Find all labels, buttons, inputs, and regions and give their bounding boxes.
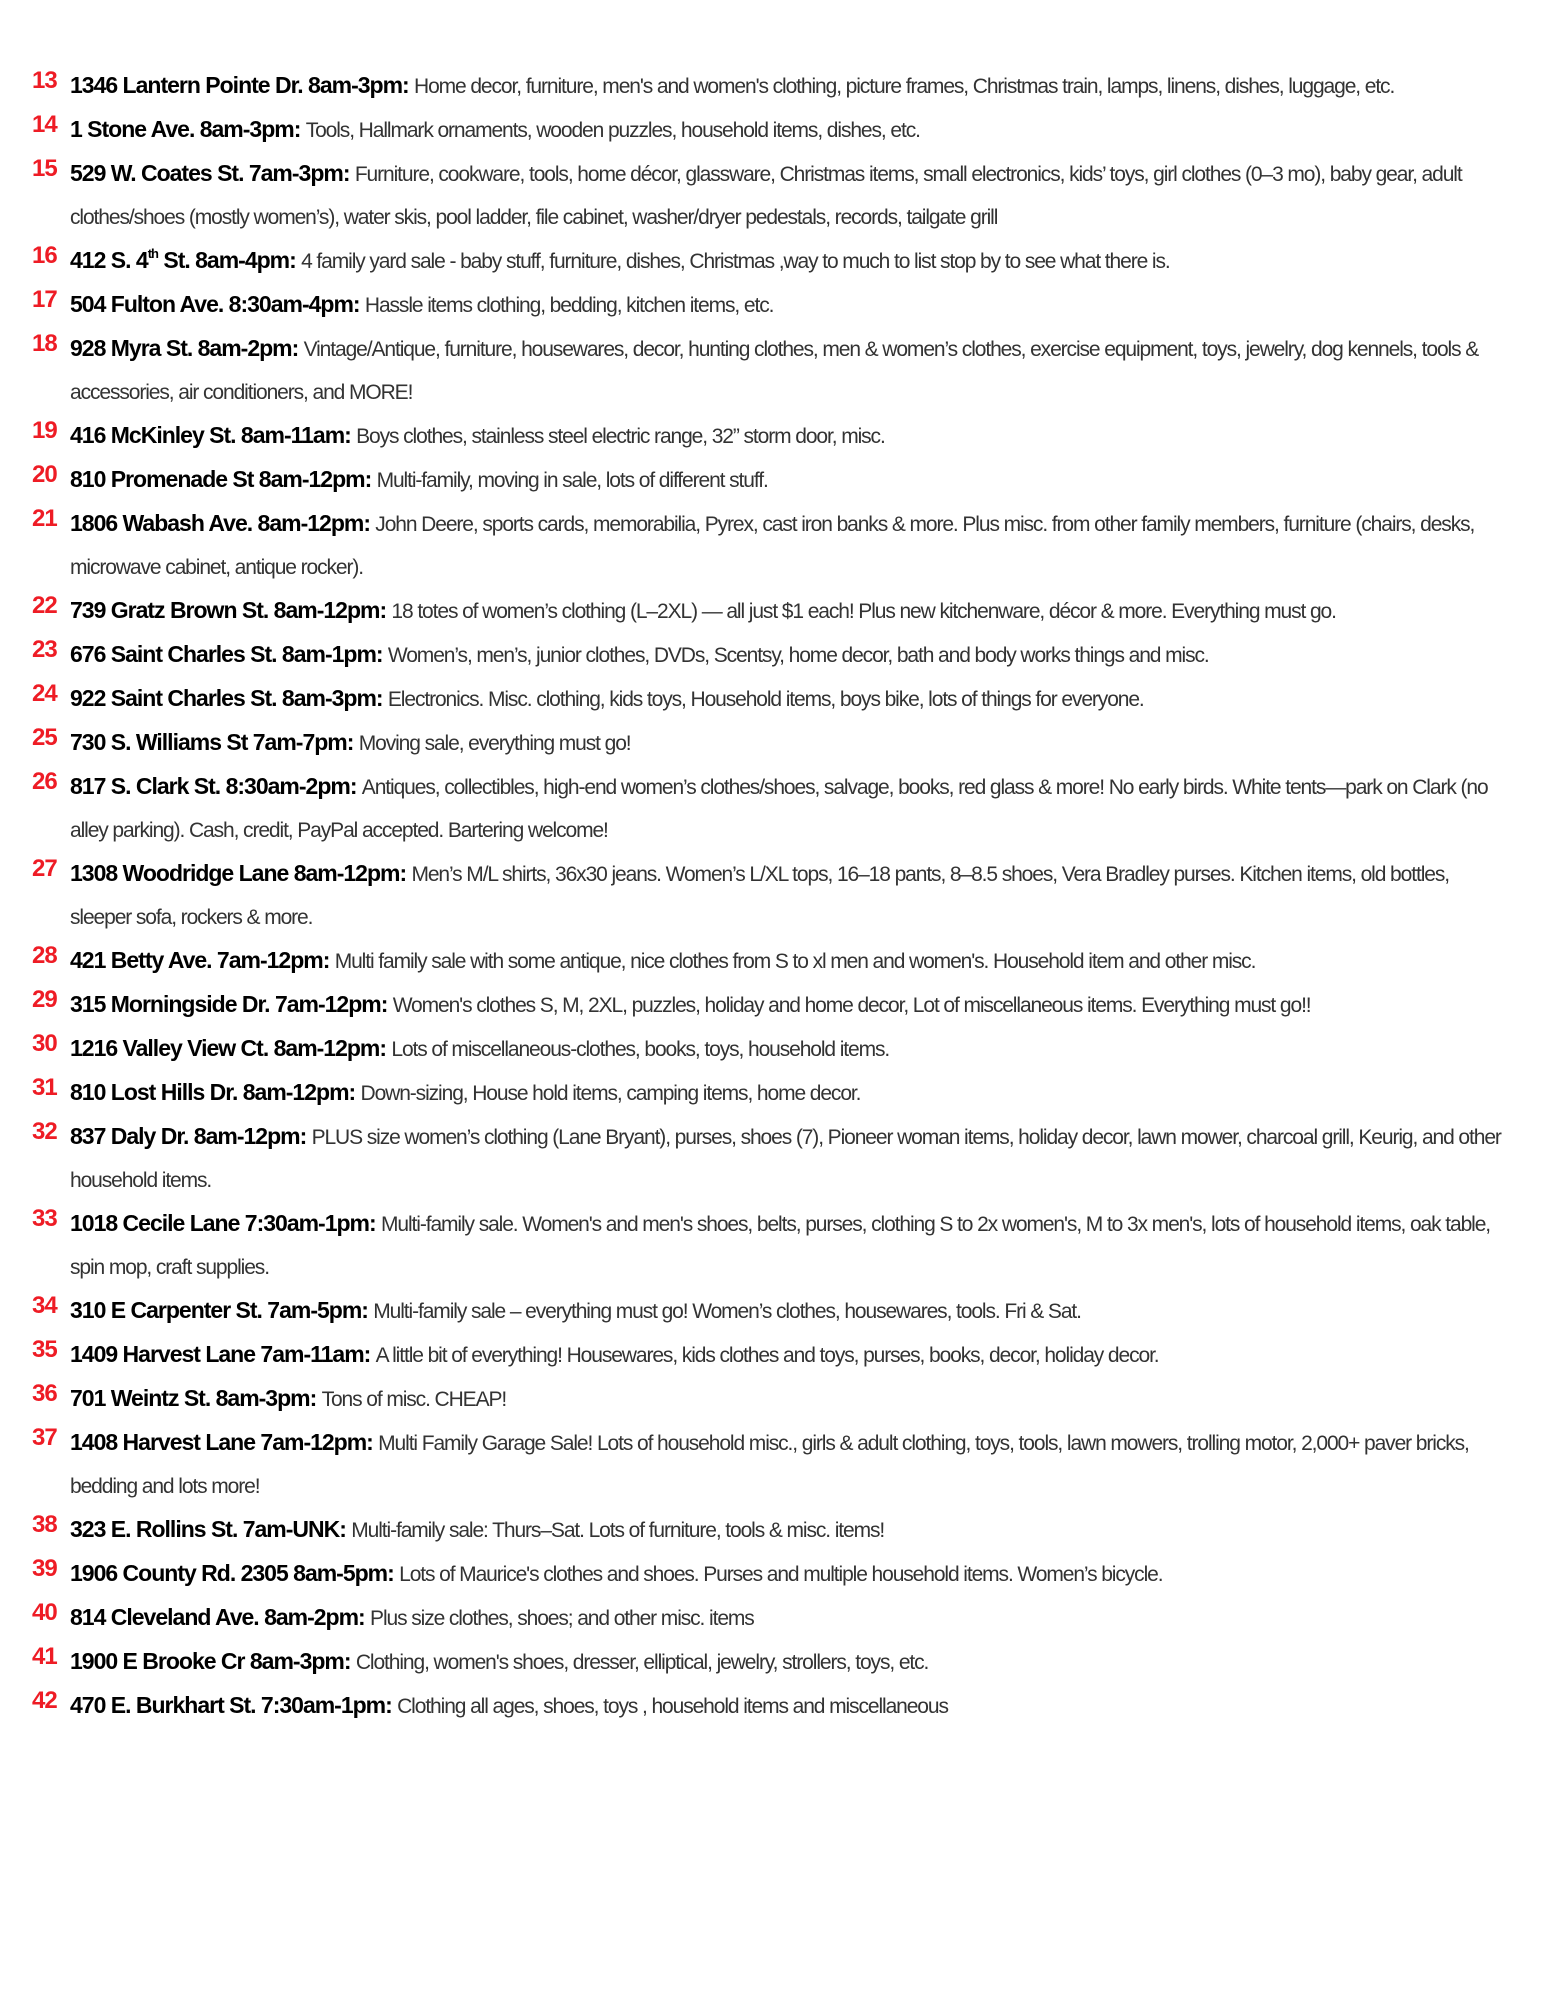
listing-address-time: 676 Saint Charles St. 8am-1pm: xyxy=(70,641,383,667)
listing-description: Multi-family sale – everything must go! Women’s clothes, housewares, tools. Fri & Sat. xyxy=(373,1300,1081,1323)
list-item xyxy=(0,1640,1545,1684)
list-item xyxy=(0,939,1545,983)
listing-number: 32 xyxy=(32,1118,57,1145)
listing-address-time: 837 Daly Dr. 8am-12pm: xyxy=(70,1123,307,1149)
list-item xyxy=(0,283,1545,327)
listing-number: 22 xyxy=(32,592,57,619)
list-item xyxy=(0,1377,1545,1421)
listing-description: Plus size clothes, shoes; and other misc. items xyxy=(370,1607,754,1630)
garage-sale-listing xyxy=(0,64,1545,1728)
listing-address-time: 1 Stone Ave. 8am-3pm: xyxy=(70,116,301,142)
listing-number: 42 xyxy=(32,1687,57,1714)
listing-description: PLUS size women’s clothing (Lane Bryant), purses, shoes (7), Pioneer woman items, holiday decor, lawn mower, charcoal grill, Keurig, and other household items. xyxy=(70,1126,1501,1192)
listing-number: 20 xyxy=(32,461,57,488)
list-item xyxy=(0,852,1545,939)
listing-description: Boys clothes, stainless steel electric range, 32” storm door, misc. xyxy=(356,425,885,448)
listing-description: Multi-family sale: Thurs–Sat. Lots of furniture, tools & misc. items! xyxy=(351,1519,885,1542)
address-part: St. 8am-4pm: xyxy=(157,247,296,273)
listing-number: 36 xyxy=(32,1380,57,1407)
listing-number: 16 xyxy=(32,242,57,269)
list-item xyxy=(0,633,1545,677)
listing-address-time: 310 E Carpenter St. 7am-5pm: xyxy=(70,1297,368,1323)
listing-address-time: 323 E. Rollins St. 7am-UNK: xyxy=(70,1516,346,1542)
listing-number: 29 xyxy=(32,986,57,1013)
listing-number: 40 xyxy=(32,1599,57,1626)
listing-address-time: 810 Lost Hills Dr. 8am-12pm: xyxy=(70,1079,356,1105)
listing-address-time: 421 Betty Ave. 7am-12pm: xyxy=(70,947,330,973)
listing-description: Moving sale, everything must go! xyxy=(358,732,631,755)
listing-address-time: 814 Cleveland Ave. 8am-2pm: xyxy=(70,1604,365,1630)
list-item xyxy=(0,1115,1545,1202)
listing-address-time: 730 S. Williams St 7am-7pm: xyxy=(70,729,354,755)
listing-number: 25 xyxy=(32,724,57,751)
listing-address-time xyxy=(70,247,296,273)
listing-number: 15 xyxy=(32,155,57,182)
listing-description: A little bit of everything! Housewares, kids clothes and toys, purses, books, decor, holiday decor. xyxy=(375,1344,1159,1367)
listing-address-time: 1216 Valley View Ct. 8am-12pm: xyxy=(70,1035,387,1061)
listing-description: Vintage/Antique, furniture, housewares, decor, hunting clothes, men & women’s clothes, exercise equipment, toys, jewelry, dog kennels, tools & accessories, air conditioners, and MORE! xyxy=(70,338,1479,404)
list-item xyxy=(0,152,1545,239)
listing-number: 14 xyxy=(32,111,57,138)
listing-description: Multi family sale with some antique, nice clothes from S to xl men and women's. Household item and other misc. xyxy=(334,950,1256,973)
listing-address-time: 701 Weintz St. 8am-3pm: xyxy=(70,1385,317,1411)
listing-description: Tools, Hallmark ornaments, wooden puzzles, household items, dishes, etc. xyxy=(305,119,920,142)
listing-address-time: 1906 County Rd. 2305 8am-5pm: xyxy=(70,1560,394,1586)
listing-number: 17 xyxy=(32,286,57,313)
list-item xyxy=(0,458,1545,502)
ordinal-suffix: th xyxy=(147,246,158,261)
list-item xyxy=(0,765,1545,852)
listing-description: 18 totes of women’s clothing (L–2XL) — all just $1 each! Plus new kitchenware, décor & more. Everything must go. xyxy=(391,600,1336,623)
listing-description: Clothing all ages, shoes, toys , household items and miscellaneous xyxy=(397,1695,948,1718)
listing-number: 13 xyxy=(32,67,57,94)
listing-number: 28 xyxy=(32,942,57,969)
list-item xyxy=(0,721,1545,765)
listing-description: Women’s, men’s, junior clothes, DVDs, Scentsy, home decor, bath and body works things and misc. xyxy=(387,644,1209,667)
list-item xyxy=(0,1333,1545,1377)
listing-description: Multi Family Garage Sale! Lots of household misc., girls & adult clothing, toys, tools, lawn mowers, trolling motor, 2,000+ paver bricks, bedding and lots more! xyxy=(70,1432,1469,1498)
list-item xyxy=(0,1289,1545,1333)
listing-number: 34 xyxy=(32,1292,57,1319)
listing-address-time: 928 Myra St. 8am-2pm: xyxy=(70,335,299,361)
listing-description: Hassle items clothing, bedding, kitchen items, etc. xyxy=(364,294,774,317)
list-item xyxy=(0,1596,1545,1640)
listing-number: 23 xyxy=(32,636,57,663)
listing-description: Tons of misc. CHEAP! xyxy=(321,1388,507,1411)
list-item xyxy=(0,64,1545,108)
listing-description: 4 family yard sale - baby stuff, furniture, dishes, Christmas ,way to much to list stop by to see what there is. xyxy=(301,250,1170,273)
listing-description: Lots of Maurice's clothes and shoes. Purses and multiple household items. Women’s bicycle. xyxy=(399,1563,1163,1586)
listing-address-time: 1408 Harvest Lane 7am-12pm: xyxy=(70,1429,373,1455)
list-item xyxy=(0,1552,1545,1596)
listing-address-time: 470 E. Burkhart St. 7:30am-1pm: xyxy=(70,1692,392,1718)
listing-description: Home decor, furniture, men's and women's clothing, picture frames, Christmas train, lamps, linens, dishes, luggage, etc. xyxy=(414,75,1395,98)
listing-number: 19 xyxy=(32,417,57,444)
list-item xyxy=(0,1027,1545,1071)
listing-address-time: 810 Promenade St 8am-12pm: xyxy=(70,466,372,492)
listing-description: Furniture, cookware, tools, home décor, glassware, Christmas items, small electronics, kids’ toys, girl clothes (0–3 mo), baby gear, adult clothes/shoes (mostly women’s), water skis, pool ladder, file cabinet, washer/dryer pedestals, records, tailgate grill xyxy=(70,163,1462,229)
listing-number: 24 xyxy=(32,680,57,707)
listing-address-time: 315 Morningside Dr. 7am-12pm: xyxy=(70,991,388,1017)
listing-address-time: 922 Saint Charles St. 8am-3pm: xyxy=(70,685,383,711)
listing-description: John Deere, sports cards, memorabilia, Pyrex, cast iron banks & more. Plus misc. from other family members, furniture (chairs, desks, microwave cabinet, antique rocker). xyxy=(70,513,1475,579)
listing-address-time: 1806 Wabash Ave. 8am-12pm: xyxy=(70,510,370,536)
listing-address-time: 416 McKinley St. 8am-11am: xyxy=(70,422,351,448)
listing-number: 31 xyxy=(32,1074,57,1101)
listing-description: Electronics. Misc. clothing, kids toys, Household items, boys bike, lots of things for everyone. xyxy=(387,688,1144,711)
listing-address-time: 529 W. Coates St. 7am-3pm: xyxy=(70,160,350,186)
listing-number: 27 xyxy=(32,855,57,882)
listing-number: 41 xyxy=(32,1643,57,1670)
listing-number: 30 xyxy=(32,1030,57,1057)
listing-number: 26 xyxy=(32,768,57,795)
listing-address-time: 1346 Lantern Pointe Dr. 8am-3pm: xyxy=(70,72,409,98)
listing-description: Multi-family, moving in sale, lots of different stuff. xyxy=(376,469,768,492)
list-item xyxy=(0,1684,1545,1728)
listing-description: Multi-family sale. Women's and men's shoes, belts, purses, clothing S to 2x women's, M to 3x men's, lots of household items, oak table, spin mop, craft supplies. xyxy=(70,1213,1491,1279)
list-item xyxy=(0,108,1545,152)
listing-number: 37 xyxy=(32,1424,57,1451)
list-item xyxy=(0,589,1545,633)
list-item xyxy=(0,239,1545,283)
listing-number: 21 xyxy=(32,505,57,532)
listing-description: Women's clothes S, M, 2XL, puzzles, holiday and home decor, Lot of miscellaneous items. Everything must go!! xyxy=(392,994,1311,1017)
listing-address-time: 1900 E Brooke Cr 8am-3pm: xyxy=(70,1648,351,1674)
listing-description: Clothing, women's shoes, dresser, elliptical, jewelry, strollers, toys, etc. xyxy=(355,1651,929,1674)
listing-number: 18 xyxy=(32,330,57,357)
list-item xyxy=(0,1508,1545,1552)
listing-address-time: 504 Fulton Ave. 8:30am-4pm: xyxy=(70,291,360,317)
listing-address-time: 1018 Cecile Lane 7:30am-1pm: xyxy=(70,1210,376,1236)
listing-address-time: 1409 Harvest Lane 7am-11am: xyxy=(70,1341,371,1367)
list-item xyxy=(0,677,1545,721)
list-item xyxy=(0,327,1545,414)
listing-address-time: 1308 Woodridge Lane 8am-12pm: xyxy=(70,860,407,886)
listing-number: 35 xyxy=(32,1336,57,1363)
list-item xyxy=(0,414,1545,458)
address-part: 412 S. 4 xyxy=(70,247,148,273)
listing-number: 38 xyxy=(32,1511,57,1538)
listing-number: 39 xyxy=(32,1555,57,1582)
listing-description: Antiques, collectibles, high-end women’s clothes/shoes, salvage, books, red glass & more! No early birds. White tents—park on Clark (no alley parking). Cash, credit, PayPal accepted. Bartering welcome! xyxy=(70,776,1488,842)
listing-number: 33 xyxy=(32,1205,57,1232)
listing-description: Down-sizing, House hold items, camping items, home decor. xyxy=(360,1082,861,1105)
list-item xyxy=(0,1071,1545,1115)
listing-description: Lots of miscellaneous-clothes, books, toys, household items. xyxy=(391,1038,890,1061)
listing-description: Men’s M/L shirts, 36x30 jeans. Women’s L/XL tops, 16–18 pants, 8–8.5 shoes, Vera Bradley purses. Kitchen items, old bottles, sleeper sofa, rockers & more. xyxy=(70,863,1449,929)
list-item xyxy=(0,502,1545,589)
listing-address-time: 817 S. Clark St. 8:30am-2pm: xyxy=(70,773,357,799)
list-item xyxy=(0,1202,1545,1289)
list-item xyxy=(0,983,1545,1027)
list-item xyxy=(0,1421,1545,1508)
listing-address-time: 739 Gratz Brown St. 8am-12pm: xyxy=(70,597,387,623)
